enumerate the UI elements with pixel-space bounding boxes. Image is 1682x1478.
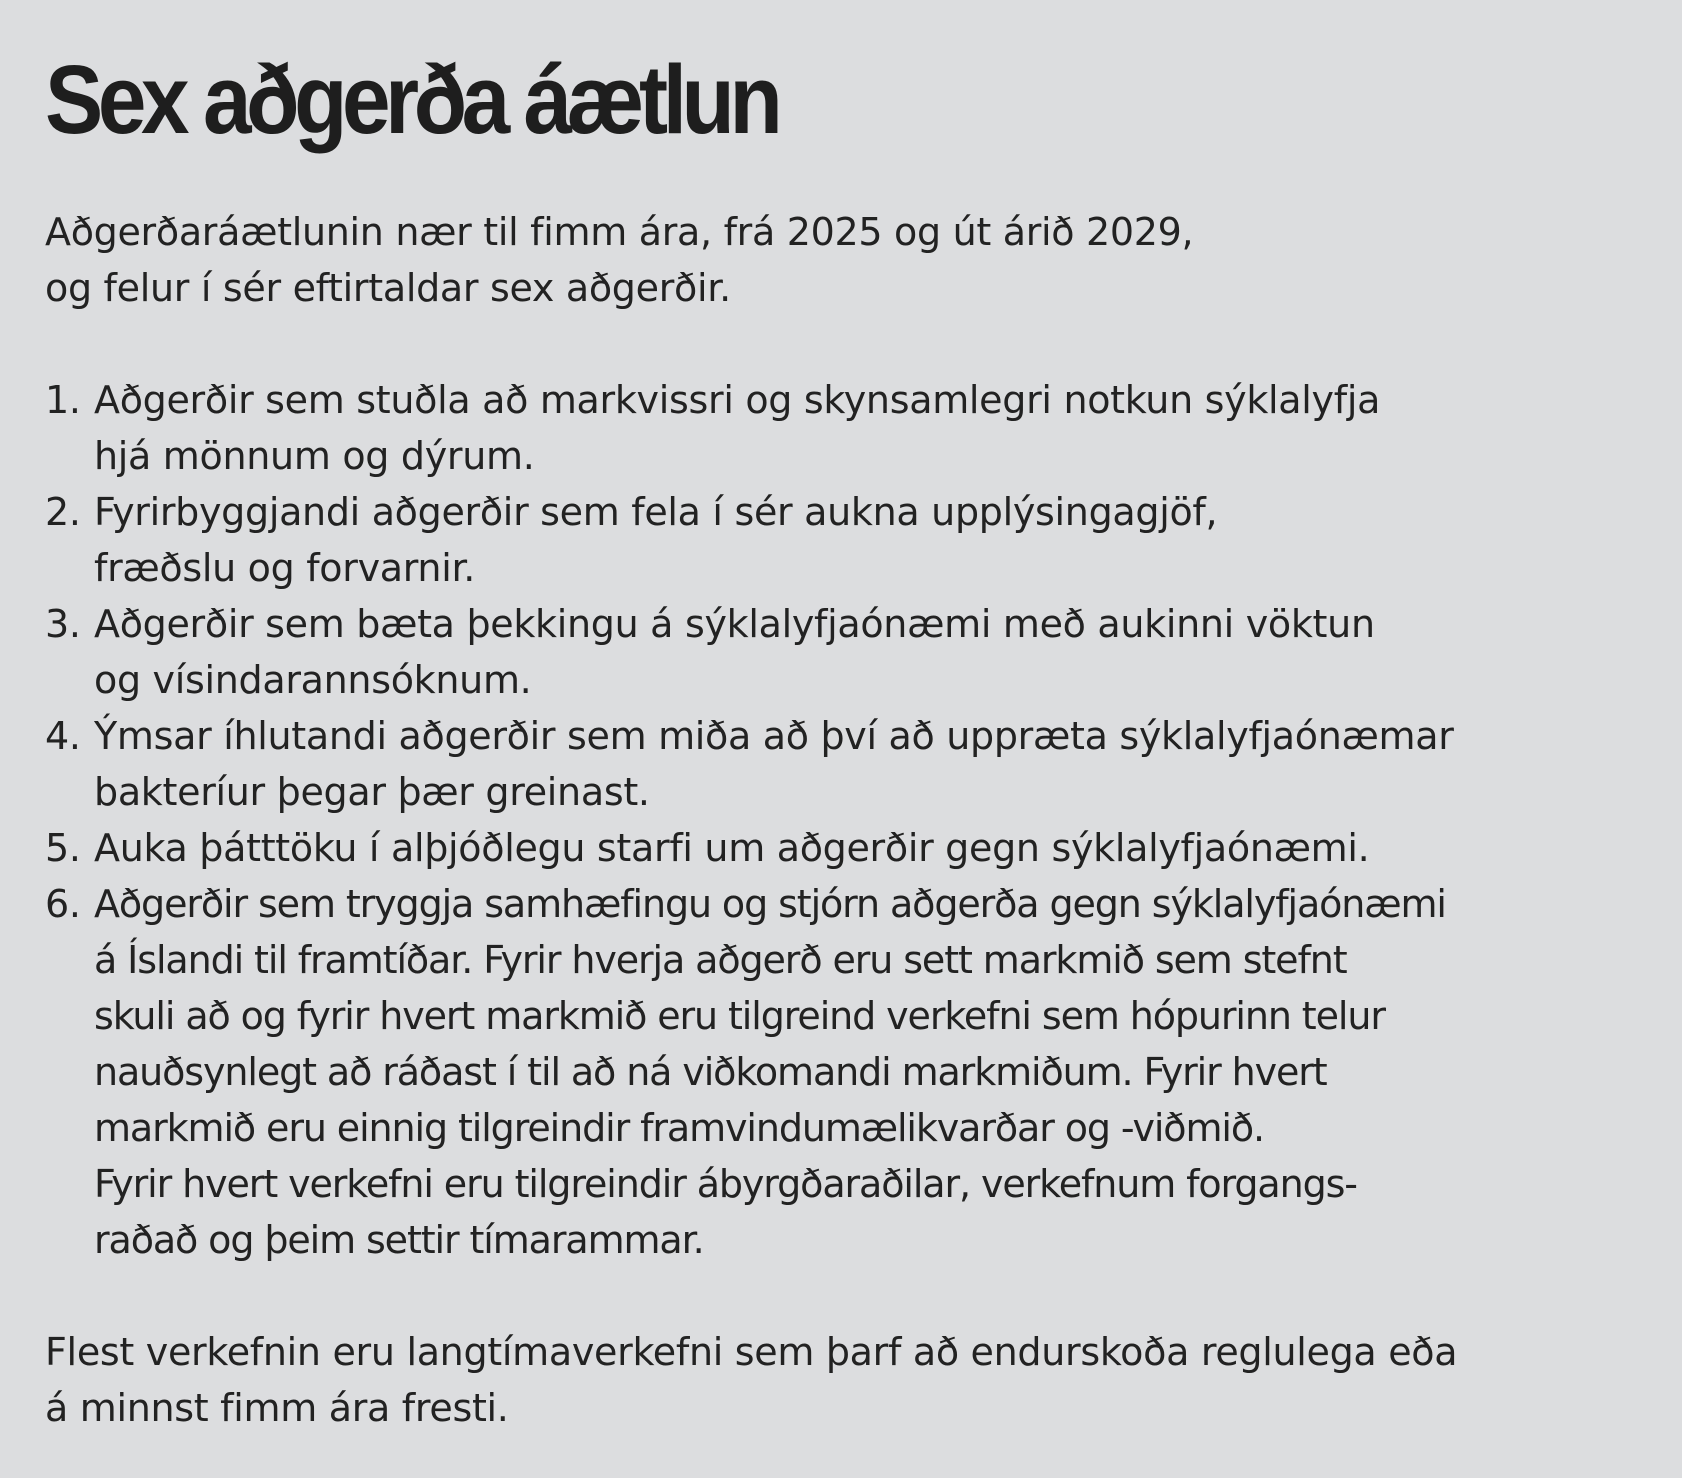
action-item-2 xyxy=(45,484,1652,596)
action-list xyxy=(45,372,1652,1268)
closing-line: á minnst fimm ára fresti. xyxy=(45,1386,509,1430)
action-item-3 xyxy=(45,596,1652,708)
page-title: Sex aðgerða áætlun xyxy=(45,45,778,154)
action-item-6 xyxy=(45,876,1652,1268)
action-line: fræðslu og forvarnir. xyxy=(94,546,476,590)
action-line: Fyrirbyggjandi aðgerðir sem fela í sér aukna upplýsingagjöf, xyxy=(94,490,1218,534)
action-item-1 xyxy=(45,372,1652,484)
action-line: nauðsynlegt að ráðast í til að ná viðkomandi markmiðum. Fyrir hvert xyxy=(94,1050,1327,1094)
action-line: Fyrir hvert verkefni eru tilgreindir ábyrgðaraðilar, verkefnum forgangs- xyxy=(94,1162,1357,1206)
action-line: markmið eru einnig tilgreindir framvindumælikvarðar og -viðmið. xyxy=(94,1106,1264,1150)
action-line: hjá mönnum og dýrum. xyxy=(94,434,535,478)
action-number: 1. xyxy=(45,378,81,422)
action-line: og vísindarannsóknum. xyxy=(94,658,532,702)
intro-line: og felur í sér eftirtaldar sex aðgerðir. xyxy=(45,266,731,310)
action-item-5 xyxy=(45,820,1652,876)
action-number: 6. xyxy=(45,882,81,926)
action-number: 4. xyxy=(45,714,81,758)
action-line: Aðgerðir sem tryggja samhæfingu og stjórn aðgerða gegn sýklalyfjaónæmi xyxy=(94,882,1446,926)
intro-paragraph xyxy=(45,204,1652,316)
action-line: Aðgerðir sem bæta þekkingu á sýklalyfjaónæmi með aukinni vöktun xyxy=(94,602,1375,646)
action-line: Auka þátttöku í alþjóðlegu starfi um aðgerðir gegn sýklalyfjaónæmi. xyxy=(94,826,1370,870)
action-number: 2. xyxy=(45,490,81,534)
action-number: 3. xyxy=(45,602,81,646)
intro-line: Aðgerðaráætlunin nær til fimm ára, frá 2025 og út árið 2029, xyxy=(45,210,1194,254)
action-number: 5. xyxy=(45,826,81,870)
action-line: bakteríur þegar þær greinast. xyxy=(94,770,650,814)
action-line: raðað og þeim settir tímarammar. xyxy=(94,1218,704,1262)
action-item-4 xyxy=(45,708,1652,820)
closing-line: Flest verkefnin eru langtímaverkefni sem þarf að endurskoða reglulega eða xyxy=(45,1330,1458,1374)
action-line: skuli að og fyrir hvert markmið eru tilgreind verkefni sem hópurinn telur xyxy=(94,994,1385,1038)
closing-paragraph xyxy=(45,1324,1652,1436)
action-line: Aðgerðir sem stuðla að markvissri og skynsamlegri notkun sýklalyfja xyxy=(94,378,1381,422)
action-line: á Íslandi til framtíðar. Fyrir hverja aðgerð eru sett markmið sem stefnt xyxy=(94,938,1347,982)
action-line: Ýmsar íhlutandi aðgerðir sem miða að því að uppræta sýklalyfjaónæmar xyxy=(94,714,1454,758)
